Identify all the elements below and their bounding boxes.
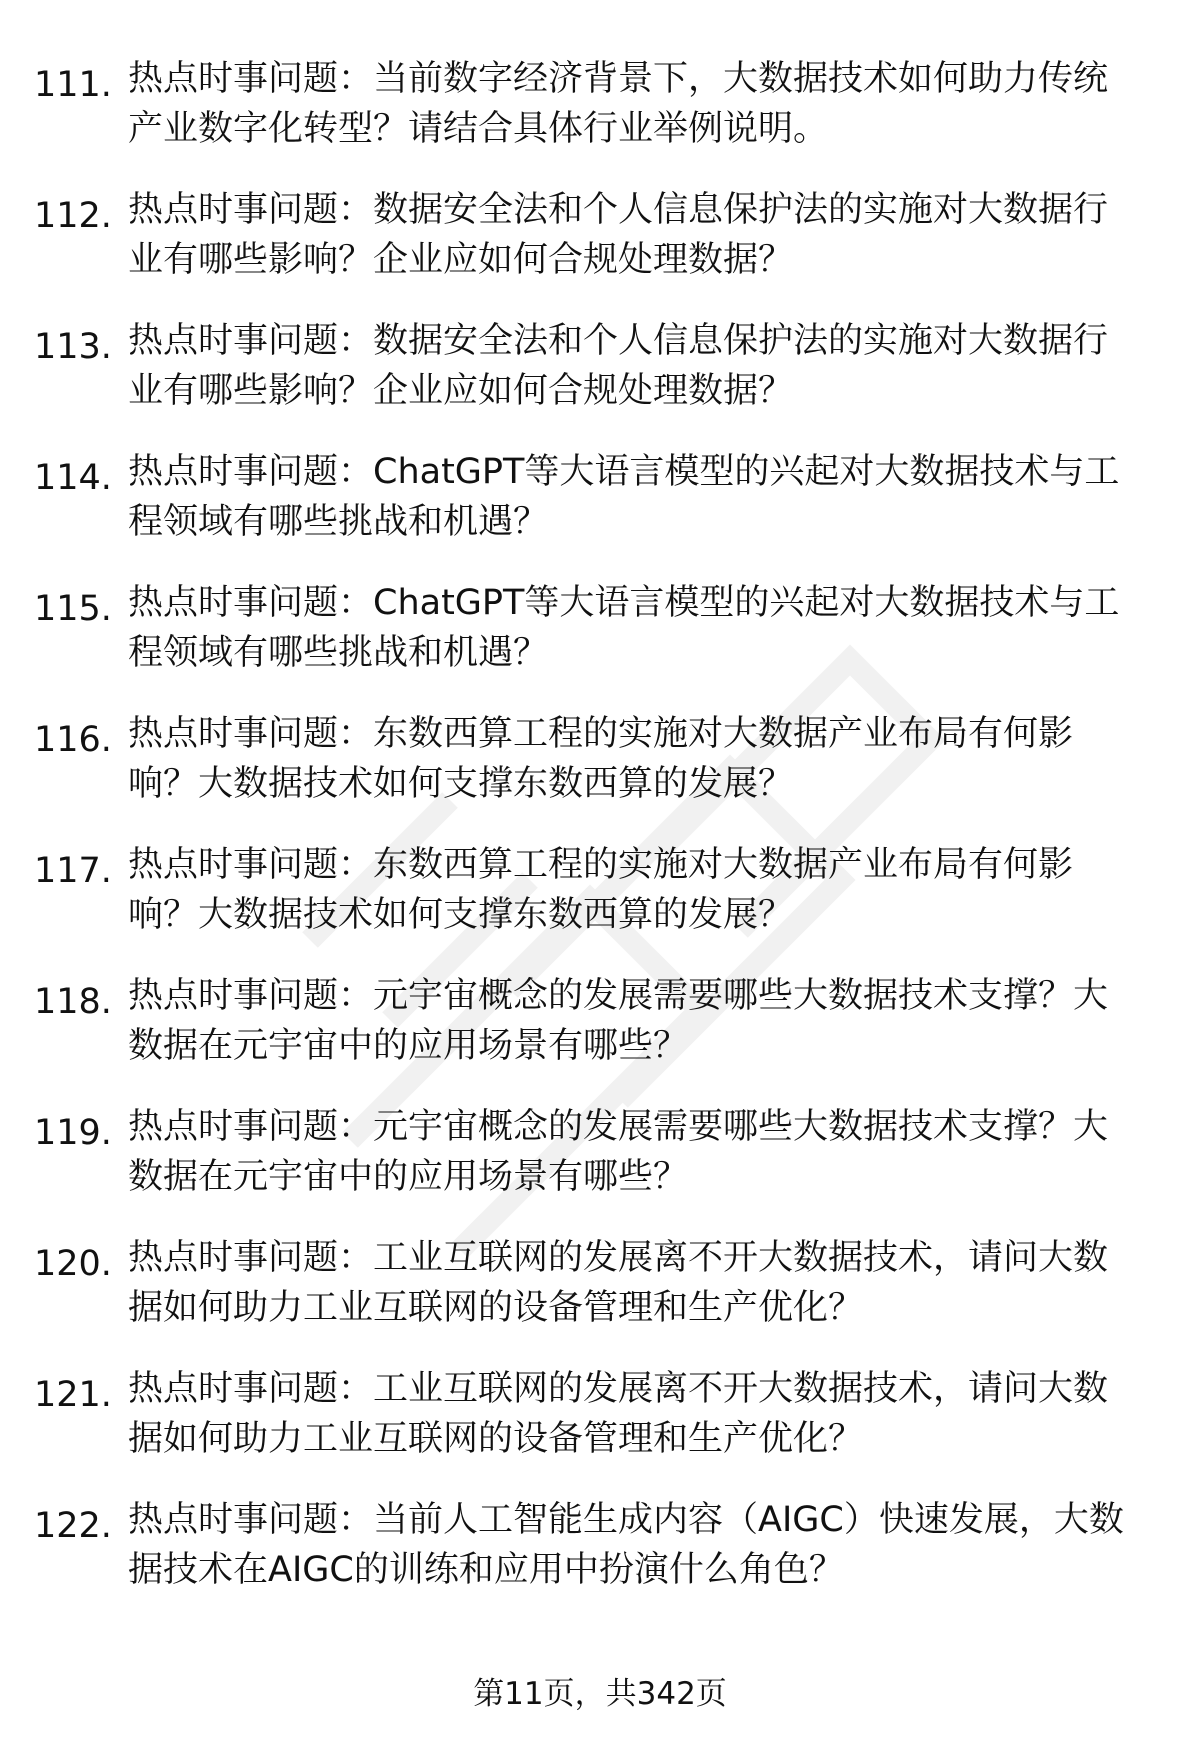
question-number: 116. bbox=[34, 720, 112, 760]
question-line: 热点时事问题：元宇宙概念的发展需要哪些大数据技术支撑？大 bbox=[128, 976, 1109, 1016]
question-text bbox=[128, 1495, 1178, 1595]
page-number-footer: 第11页，共342页 bbox=[473, 1676, 727, 1712]
question-text bbox=[128, 54, 1178, 154]
question-text bbox=[128, 316, 1178, 416]
question-text bbox=[128, 578, 1178, 678]
question-number: 113. bbox=[34, 327, 112, 367]
question-line: 产业数字化转型？请结合具体行业举例说明。 bbox=[128, 109, 829, 149]
question-line: 热点时事问题：数据安全法和个人信息保护法的实施对大数据行 bbox=[128, 190, 1109, 230]
question-line: 据如何助力工业互联网的设备管理和生产优化？ bbox=[128, 1288, 864, 1328]
question-number: 121. bbox=[34, 1375, 112, 1415]
question-line: 热点时事问题：当前人工智能生成内容（AIGC）快速发展，大数 bbox=[128, 1500, 1124, 1540]
question-item bbox=[0, 54, 1200, 185]
question-number: 119. bbox=[34, 1113, 112, 1153]
question-line: 热点时事问题：东数西算工程的实施对大数据产业布局有何影 bbox=[128, 845, 1074, 885]
question-item bbox=[0, 709, 1200, 840]
question-number: 118. bbox=[34, 982, 112, 1022]
question-text bbox=[128, 447, 1178, 547]
question-line: 热点时事问题：东数西算工程的实施对大数据产业布局有何影 bbox=[128, 714, 1074, 754]
question-line: 程领域有哪些挑战和机遇？ bbox=[128, 633, 549, 673]
question-text bbox=[128, 1364, 1178, 1464]
question-item bbox=[0, 1495, 1200, 1626]
question-text bbox=[128, 840, 1178, 940]
question-line: 业有哪些影响？企业应如何合规处理数据？ bbox=[128, 371, 794, 411]
question-number: 114. bbox=[34, 458, 112, 498]
question-line: 热点时事问题：工业互联网的发展离不开大数据技术，请问大数 bbox=[128, 1369, 1109, 1409]
question-number: 112. bbox=[34, 196, 112, 236]
question-number: 115. bbox=[34, 589, 112, 629]
question-line: 热点时事问题：数据安全法和个人信息保护法的实施对大数据行 bbox=[128, 321, 1109, 361]
question-line: 热点时事问题：工业互联网的发展离不开大数据技术，请问大数 bbox=[128, 1238, 1109, 1278]
question-item bbox=[0, 447, 1200, 578]
question-line: 据如何助力工业互联网的设备管理和生产优化？ bbox=[128, 1419, 864, 1459]
question-line: 程领域有哪些挑战和机遇？ bbox=[128, 502, 549, 542]
question-line: 热点时事问题：当前数字经济背景下，大数据技术如何助力传统 bbox=[128, 59, 1109, 99]
question-line: 数据在元宇宙中的应用场景有哪些？ bbox=[128, 1026, 689, 1066]
question-line: 据技术在AIGC的训练和应用中扮演什么角色？ bbox=[128, 1550, 844, 1590]
question-line: 数据在元宇宙中的应用场景有哪些？ bbox=[128, 1157, 689, 1197]
question-item bbox=[0, 1102, 1200, 1233]
question-number: 120. bbox=[34, 1244, 112, 1284]
question-number: 117. bbox=[34, 851, 112, 891]
question-text bbox=[128, 971, 1178, 1071]
question-line: 响？大数据技术如何支撑东数西算的发展？ bbox=[128, 764, 794, 804]
question-line: 热点时事问题：ChatGPT等大语言模型的兴起对大数据技术与工 bbox=[128, 583, 1120, 623]
question-item bbox=[0, 971, 1200, 1102]
question-text bbox=[128, 185, 1178, 285]
question-item bbox=[0, 578, 1200, 709]
question-text bbox=[128, 1102, 1178, 1202]
question-number: 111. bbox=[34, 65, 112, 105]
question-line: 热点时事问题：元宇宙概念的发展需要哪些大数据技术支撑？大 bbox=[128, 1107, 1109, 1147]
question-item bbox=[0, 1364, 1200, 1495]
question-item bbox=[0, 840, 1200, 971]
question-item bbox=[0, 185, 1200, 316]
question-item bbox=[0, 1233, 1200, 1364]
question-number: 122. bbox=[34, 1506, 112, 1546]
question-line: 热点时事问题：ChatGPT等大语言模型的兴起对大数据技术与工 bbox=[128, 452, 1120, 492]
question-line: 响？大数据技术如何支撑东数西算的发展？ bbox=[128, 895, 794, 935]
question-list bbox=[0, 54, 1200, 1626]
question-text bbox=[128, 1233, 1178, 1333]
question-text bbox=[128, 709, 1178, 809]
question-item bbox=[0, 316, 1200, 447]
question-line: 业有哪些影响？企业应如何合规处理数据？ bbox=[128, 240, 794, 280]
